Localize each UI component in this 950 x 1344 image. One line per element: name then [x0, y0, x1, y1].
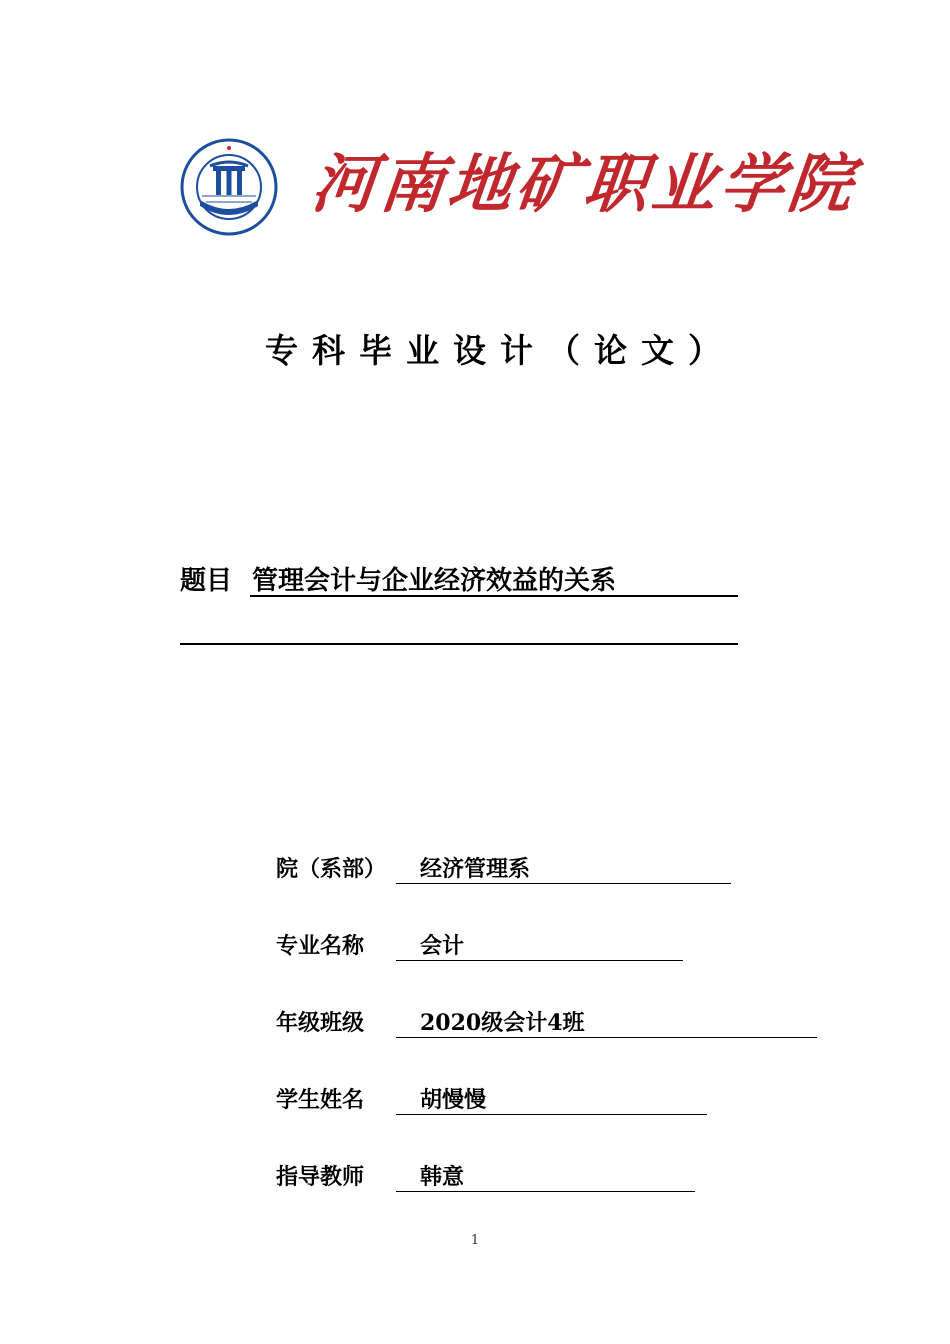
title-value: 管理会计与企业经济效益的关系	[252, 566, 617, 596]
title-second-underline	[180, 643, 738, 645]
field-label: 专业名称	[276, 933, 365, 959]
field-department	[276, 853, 736, 885]
thesis-type-heading: 专科毕业设计（论文）	[265, 331, 735, 370]
thesis-title-row	[180, 563, 740, 599]
field-label: 年级班级	[276, 1010, 365, 1036]
field-value: 经济管理系	[420, 856, 531, 882]
field-label: 学生姓名	[276, 1087, 365, 1113]
page-number: 1	[470, 1233, 480, 1248]
college-seal-icon	[180, 138, 278, 236]
field-advisor	[276, 1161, 701, 1193]
field-class	[276, 1007, 821, 1039]
school-name: 河南地矿职业学院	[308, 147, 860, 222]
field-label: 院（系部）	[276, 856, 387, 882]
field-value: 会计	[420, 933, 465, 959]
field-major	[276, 930, 686, 962]
field-value: 2020级会计4班	[420, 1010, 585, 1036]
field-value: 胡慢慢	[420, 1087, 487, 1113]
field-value: 韩意	[420, 1164, 465, 1190]
title-label: 题目	[180, 566, 233, 596]
field-label: 指导教师	[276, 1164, 365, 1190]
field-student-name	[276, 1084, 711, 1116]
college-logo	[180, 138, 278, 236]
